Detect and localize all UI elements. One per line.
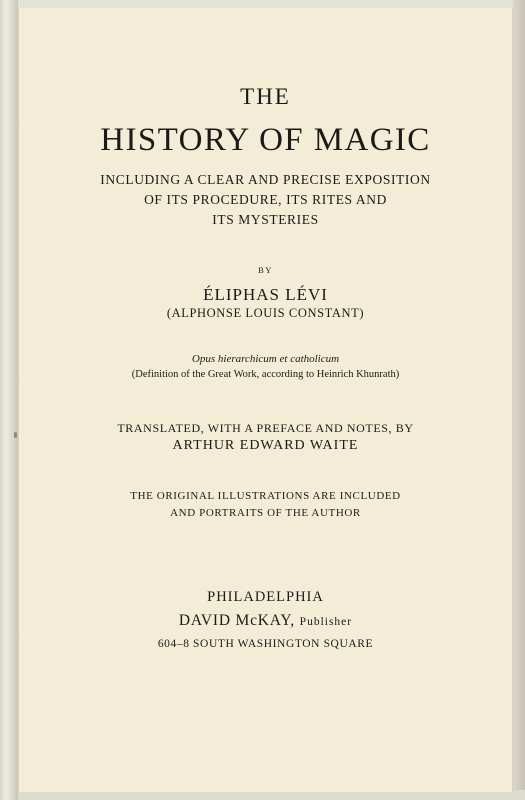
subtitle-line-1: INCLUDING A CLEAR AND PRECISE EXPOSITION <box>100 172 431 187</box>
epigraph-note: (Definition of the Great Work, according to Heinrich Khunrath) <box>131 369 400 380</box>
title-page <box>18 8 513 792</box>
publisher-line <box>18 612 513 630</box>
book-binding-edge <box>0 0 18 800</box>
author-name: ÉLIPHAS LÉVI <box>203 285 328 304</box>
publisher-city: PHILADELPHIA <box>207 589 324 605</box>
book-title: HISTORY OF MAGIC <box>100 122 431 158</box>
title-article: THE <box>240 84 291 109</box>
illustrations-line-2: AND PORTRAITS OF THE AUTHOR <box>170 507 361 519</box>
translation-note: TRANSLATED, WITH A PREFACE AND NOTES, BY <box>117 421 414 435</box>
page-stack-edge <box>513 0 525 800</box>
author-real-name: (ALPHONSE LOUIS CONSTANT) <box>166 306 365 320</box>
binding-mark <box>14 432 17 438</box>
publisher-name: DAVID McKAY, <box>178 612 295 629</box>
epigraph: Opus hierarchicum et catholicum <box>191 353 340 365</box>
translator-name: ARTHUR EDWARD WAITE <box>172 438 359 453</box>
illustrations-line-1: THE ORIGINAL ILLUSTRATIONS ARE INCLUDED <box>130 490 401 502</box>
by-label: BY <box>258 265 273 275</box>
publisher-role: Publisher <box>299 616 353 628</box>
publisher-address: 604–8 SOUTH WASHINGTON SQUARE <box>157 638 374 650</box>
subtitle-line-2: OF ITS PROCEDURE, ITS RITES AND <box>144 192 387 207</box>
subtitle-line-3: ITS MYSTERIES <box>212 212 319 227</box>
